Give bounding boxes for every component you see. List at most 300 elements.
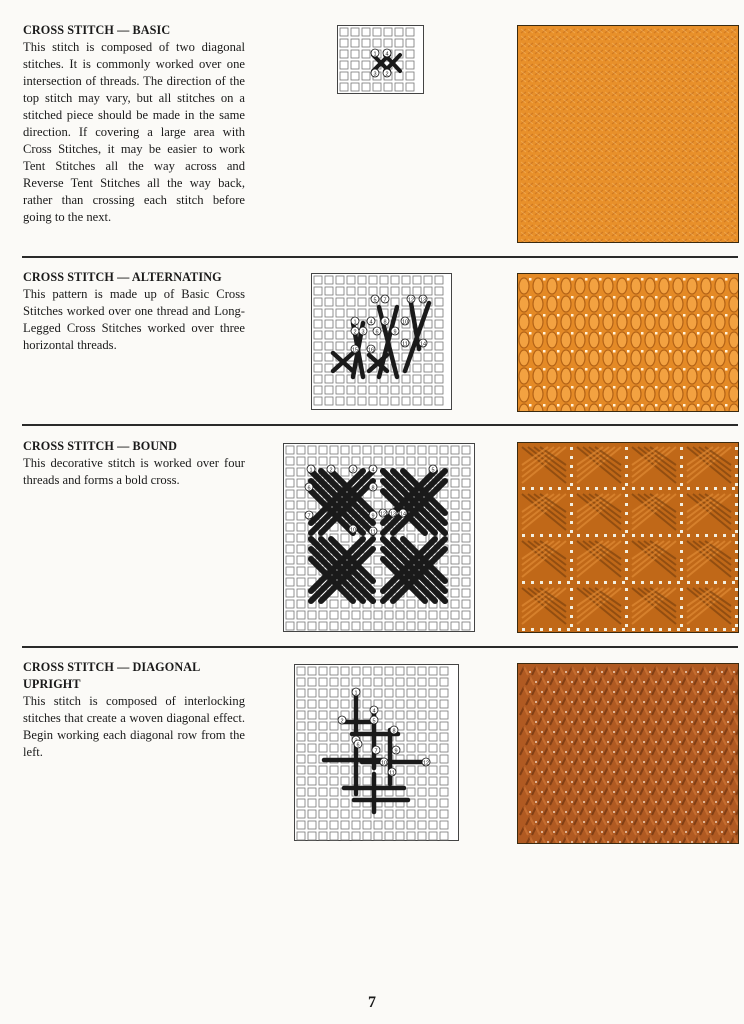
canvas-hole (583, 821, 585, 823)
canvas-hole (535, 721, 537, 723)
canvas-hole (571, 741, 573, 743)
canvas-hole (709, 691, 711, 693)
canvas-hole (585, 368, 588, 371)
canvas-hole (673, 691, 675, 693)
canvas-hole (697, 404, 700, 407)
canvas-hole (669, 350, 672, 353)
yarn-stitch (547, 296, 557, 312)
canvas-hole (643, 801, 645, 803)
canvas-hole (571, 821, 573, 823)
stitch-number: 8 (392, 728, 396, 735)
yarn-stitch (645, 332, 655, 348)
yarn-stitch (575, 350, 585, 366)
canvas-hole (637, 671, 639, 673)
canvas-hole (655, 741, 657, 743)
canvas-hole (547, 821, 549, 823)
canvas-hole (735, 550, 738, 553)
canvas-hole (637, 831, 639, 833)
canvas-hole (529, 368, 532, 371)
stitch-number: 6 (356, 742, 360, 749)
canvas-hole (585, 404, 588, 407)
canvas-hole (655, 821, 657, 823)
canvas-hole (685, 711, 687, 713)
canvas-hole (649, 791, 651, 793)
canvas-hole (721, 711, 723, 713)
canvas-hole (715, 721, 717, 723)
stitch-number: 4 (369, 319, 373, 326)
yarn-stitch (575, 314, 585, 330)
canvas-hole (541, 791, 543, 793)
canvas-hole (570, 447, 573, 450)
canvas-hole (691, 841, 693, 843)
canvas-hole (685, 791, 687, 793)
yarn-stitch (519, 314, 529, 330)
yarn-stitch (547, 314, 557, 330)
yarn-stitch (589, 350, 599, 366)
canvas-hole (589, 751, 591, 753)
canvas-hole (540, 487, 543, 490)
canvas-hole (721, 671, 723, 673)
canvas-hole (585, 350, 588, 353)
yarn-stitch (617, 296, 627, 312)
canvas-hole (697, 296, 700, 299)
canvas-hole (680, 597, 683, 600)
canvas-hole (637, 691, 639, 693)
canvas-hole (703, 681, 705, 683)
section-body: This stitch is composed of two diagonal stitches. It is commonly worked over one intersection of threads. The direction of the top stitch may vary, but all stitches on a stitched piece should be made in the same direction. If covering a large area with Cross Stitches, it may be easier to work Tent Stitches all the way across and Reverse Tent Stitches all the way back, rather than crossing each stitch before going to the next. (23, 40, 245, 224)
canvas-hole (627, 350, 630, 353)
section-body: This pattern is made up of Basic Cross Stitches worked over one thread and Long-Legged Cross Stitches worked over three horizontal threads. (23, 287, 245, 352)
canvas-hole (697, 691, 699, 693)
yarn-stitch (645, 386, 655, 402)
stitch-number: 2 (353, 329, 357, 336)
canvas-hole (570, 624, 573, 627)
canvas-hole (715, 681, 717, 683)
canvas-hole (725, 332, 728, 335)
yarn-stitch (519, 368, 529, 384)
yarn-stitch (533, 368, 543, 384)
canvas-hole (655, 681, 657, 683)
canvas-hole (531, 534, 534, 537)
canvas-hole (641, 278, 644, 281)
yarn-stitch (687, 296, 697, 312)
canvas-hole (735, 588, 738, 591)
canvas-hole (631, 741, 633, 743)
canvas-hole (697, 771, 699, 773)
canvas-hole (613, 691, 615, 693)
canvas-hole (691, 781, 693, 783)
canvas-hole (650, 581, 653, 584)
yarn-stitch (715, 314, 725, 330)
canvas-hole (709, 751, 711, 753)
yarn-stitch (631, 368, 641, 384)
canvas-hole (721, 791, 723, 793)
canvas-hole (571, 368, 574, 371)
canvas-hole (529, 711, 531, 713)
canvas-hole (570, 456, 573, 459)
canvas-hole (715, 801, 717, 803)
canvas-hole (732, 487, 735, 490)
canvas-hole (586, 534, 589, 537)
canvas-hole (601, 771, 603, 773)
canvas-hole (540, 581, 543, 584)
canvas-hole (543, 296, 546, 299)
canvas-hole (735, 503, 738, 506)
canvas-hole (680, 474, 683, 477)
canvas-hole (583, 801, 585, 803)
canvas-hole (685, 771, 687, 773)
yarn-stitch (589, 386, 599, 402)
canvas-hole (607, 721, 609, 723)
canvas-hole (613, 731, 615, 733)
canvas-hole (714, 534, 717, 537)
canvas-hole (529, 350, 532, 353)
canvas-hole (711, 404, 714, 407)
canvas-hole (703, 721, 705, 723)
stitch-number: 10 (349, 527, 357, 534)
canvas-hole (613, 332, 616, 335)
canvas-hole (613, 278, 616, 281)
canvas-hole (559, 761, 561, 763)
canvas-hole (685, 831, 687, 833)
canvas-hole (715, 821, 717, 823)
canvas-hole (604, 581, 607, 584)
canvas-hole (543, 350, 546, 353)
canvas-hole (733, 831, 735, 833)
canvas-hole (599, 332, 602, 335)
canvas-hole (535, 821, 537, 823)
canvas-hole (589, 791, 591, 793)
canvas-hole (661, 711, 663, 713)
canvas-hole (558, 534, 561, 537)
canvas-hole (541, 811, 543, 813)
canvas-hole (735, 483, 738, 486)
canvas-hole (595, 628, 598, 631)
yarn-stitch (729, 332, 739, 348)
canvas-hole (543, 332, 546, 335)
yarn-stitch (687, 350, 697, 366)
canvas-hole (680, 465, 683, 468)
canvas-hole (625, 597, 628, 600)
canvas-hole (696, 487, 699, 490)
canvas-hole (643, 681, 645, 683)
canvas-hole (601, 791, 603, 793)
yarn-stitch (533, 296, 543, 312)
canvas-hole (673, 831, 675, 833)
stitch-number: 2 (385, 71, 389, 78)
canvas-hole (631, 821, 633, 823)
canvas-hole (680, 615, 683, 618)
canvas-hole (667, 761, 669, 763)
canvas-hole (599, 350, 602, 353)
yarn-stitch (589, 332, 599, 348)
canvas-hole (613, 404, 616, 407)
canvas-hole (709, 811, 711, 813)
canvas-hole (543, 278, 546, 281)
canvas-hole (571, 350, 574, 353)
canvas-hole (709, 831, 711, 833)
canvas-hole (619, 821, 621, 823)
canvas-hole (691, 761, 693, 763)
canvas-hole (735, 624, 738, 627)
canvas-hole (613, 711, 615, 713)
canvas-hole (549, 581, 552, 584)
yarn-stitch (673, 278, 683, 294)
canvas-hole (721, 771, 723, 773)
canvas-hole (637, 751, 639, 753)
canvas-hole (721, 811, 723, 813)
canvas-hole (723, 581, 726, 584)
yarn-stitch (673, 350, 683, 366)
canvas-hole (529, 731, 531, 733)
canvas-hole (696, 628, 699, 631)
canvas-hole (557, 404, 560, 407)
canvas-hole (613, 534, 616, 537)
canvas-hole (735, 530, 738, 533)
canvas-hole (547, 721, 549, 723)
canvas-hole (559, 681, 561, 683)
canvas-hole (599, 296, 602, 299)
stitch-number: 8 (383, 319, 387, 326)
canvas-hole (565, 731, 567, 733)
canvas-hole (529, 296, 532, 299)
stitch-number: 9 (394, 748, 398, 755)
canvas-hole (714, 628, 717, 631)
stitch-number: 15 (351, 347, 359, 354)
canvas-hole (570, 541, 573, 544)
canvas-hole (673, 751, 675, 753)
yarn-stitch (659, 368, 669, 384)
canvas-hole (541, 671, 543, 673)
canvas-hole (683, 386, 686, 389)
canvas-hole (557, 314, 560, 317)
yarn-stitch (575, 278, 585, 294)
canvas-hole (667, 801, 669, 803)
section-divider (22, 424, 738, 426)
yarn-stitch (519, 278, 529, 294)
yarn-stitch (589, 368, 599, 384)
stitch-diagram (294, 664, 459, 841)
canvas-hole (577, 831, 579, 833)
canvas-hole (679, 801, 681, 803)
canvas-hole (622, 534, 625, 537)
canvas-hole (679, 701, 681, 703)
canvas-hole (559, 841, 561, 843)
canvas-hole (565, 811, 567, 813)
section-body: This stitch is composed of interlocking stitches that create a woven diagonal effect. Begin working each diagonal row from the left. (23, 694, 245, 759)
canvas-hole (703, 781, 705, 783)
canvas-hole (535, 681, 537, 683)
canvas-hole (679, 841, 681, 843)
canvas-hole (727, 761, 729, 763)
canvas-hole (541, 731, 543, 733)
canvas-hole (705, 581, 708, 584)
canvas-hole (627, 404, 630, 407)
canvas-hole (583, 741, 585, 743)
yarn-stitch (603, 368, 613, 384)
canvas-hole (667, 841, 669, 843)
yarn-stitch (645, 368, 655, 384)
canvas-hole (570, 588, 573, 591)
canvas-hole (583, 721, 585, 723)
canvas-hole (585, 386, 588, 389)
canvas-hole (683, 368, 686, 371)
canvas-hole (667, 681, 669, 683)
canvas-hole (553, 691, 555, 693)
canvas-hole (643, 721, 645, 723)
section-text (23, 22, 245, 226)
canvas-hole (683, 278, 686, 281)
yarn-stitch (533, 278, 543, 294)
canvas-hole (571, 278, 574, 281)
canvas-hole (571, 404, 574, 407)
canvas-hole (669, 386, 672, 389)
canvas-hole (735, 541, 738, 544)
stitch-photo (517, 25, 739, 243)
canvas-hole (641, 487, 644, 490)
canvas-hole (627, 296, 630, 299)
stitch-number: 5 (372, 718, 376, 725)
canvas-hole (733, 711, 735, 713)
canvas-hole (570, 559, 573, 562)
canvas-hole (683, 296, 686, 299)
canvas-hole (625, 671, 627, 673)
section-divider (22, 646, 738, 648)
canvas-hole (613, 671, 615, 673)
canvas-hole (595, 821, 597, 823)
canvas-hole (625, 550, 628, 553)
canvas-hole (715, 841, 717, 843)
canvas-hole (703, 761, 705, 763)
canvas-hole (733, 771, 735, 773)
stitch-number: 3 (373, 71, 377, 78)
yarn-stitch (659, 386, 669, 402)
canvas-hole (735, 615, 738, 618)
canvas-hole (619, 781, 621, 783)
canvas-hole (604, 534, 607, 537)
canvas-hole (711, 368, 714, 371)
canvas-hole (641, 314, 644, 317)
canvas-hole (559, 801, 561, 803)
canvas-hole (725, 404, 728, 407)
canvas-hole (631, 781, 633, 783)
canvas-hole (627, 368, 630, 371)
canvas-hole (668, 581, 671, 584)
canvas-hole (570, 465, 573, 468)
yarn-stitch (603, 296, 613, 312)
stitch-diagram (283, 443, 475, 632)
canvas-hole (637, 771, 639, 773)
section-title: CROSS STITCH — BOUND (23, 439, 178, 453)
canvas-hole (625, 811, 627, 813)
canvas-hole (680, 568, 683, 571)
canvas-hole (625, 456, 628, 459)
canvas-hole (655, 332, 658, 335)
yarn-stitch (631, 332, 641, 348)
yarn-stitch (617, 278, 627, 294)
canvas-hole (589, 811, 591, 813)
stitch-photo (517, 663, 739, 844)
canvas-hole (697, 751, 699, 753)
yarn-stitch (659, 350, 669, 366)
canvas-hole (571, 801, 573, 803)
canvas-hole (553, 731, 555, 733)
canvas-hole (549, 534, 552, 537)
canvas-hole (571, 841, 573, 843)
canvas-hole (725, 386, 728, 389)
stitch-number: 14 (419, 341, 427, 348)
canvas-hole (559, 721, 561, 723)
yarn-stitch (603, 350, 613, 366)
canvas-hole (735, 456, 738, 459)
yarn-stitch (631, 314, 641, 330)
canvas-hole (625, 474, 628, 477)
yarn-stitch (645, 296, 655, 312)
canvas-hole (601, 691, 603, 693)
canvas-hole (721, 751, 723, 753)
stitch-number: 2 (329, 467, 333, 474)
canvas-hole (649, 711, 651, 713)
canvas-hole (625, 512, 628, 515)
canvas-hole (715, 701, 717, 703)
canvas-hole (607, 821, 609, 823)
canvas-hole (543, 314, 546, 317)
yarn-stitch (589, 314, 599, 330)
canvas-hole (625, 559, 628, 562)
canvas-hole (577, 487, 580, 490)
canvas-hole (547, 681, 549, 683)
yarn-stitch (519, 332, 529, 348)
canvas-hole (585, 296, 588, 299)
canvas-hole (727, 721, 729, 723)
canvas-hole (570, 606, 573, 609)
canvas-hole (673, 711, 675, 713)
canvas-hole (557, 368, 560, 371)
canvas-hole (619, 801, 621, 803)
yarn-stitch (603, 278, 613, 294)
canvas-hole (727, 741, 729, 743)
canvas-hole (649, 731, 651, 733)
yarn-stitch (715, 368, 725, 384)
yarn-stitch (519, 296, 529, 312)
canvas-hole (547, 741, 549, 743)
canvas-hole (643, 701, 645, 703)
canvas-hole (661, 811, 663, 813)
canvas-hole (577, 751, 579, 753)
canvas-hole (667, 741, 669, 743)
canvas-hole (667, 721, 669, 723)
section-text (23, 659, 245, 761)
canvas-hole (637, 731, 639, 733)
yarn-stitch (729, 278, 739, 294)
canvas-hole (691, 721, 693, 723)
yarn-stitch (617, 386, 627, 402)
canvas-hole (691, 741, 693, 743)
stitch-number: 10 (380, 760, 388, 767)
yarn-stitch (575, 368, 585, 384)
canvas-hole (543, 404, 546, 407)
yarn-stitch (673, 296, 683, 312)
canvas-hole (727, 701, 729, 703)
canvas-hole (655, 296, 658, 299)
canvas-hole (607, 761, 609, 763)
yarn-stitch (701, 368, 711, 384)
canvas-hole (650, 487, 653, 490)
canvas-hole (650, 628, 653, 631)
canvas-hole (625, 615, 628, 618)
canvas-hole (677, 487, 680, 490)
yarn-stitch (659, 296, 669, 312)
